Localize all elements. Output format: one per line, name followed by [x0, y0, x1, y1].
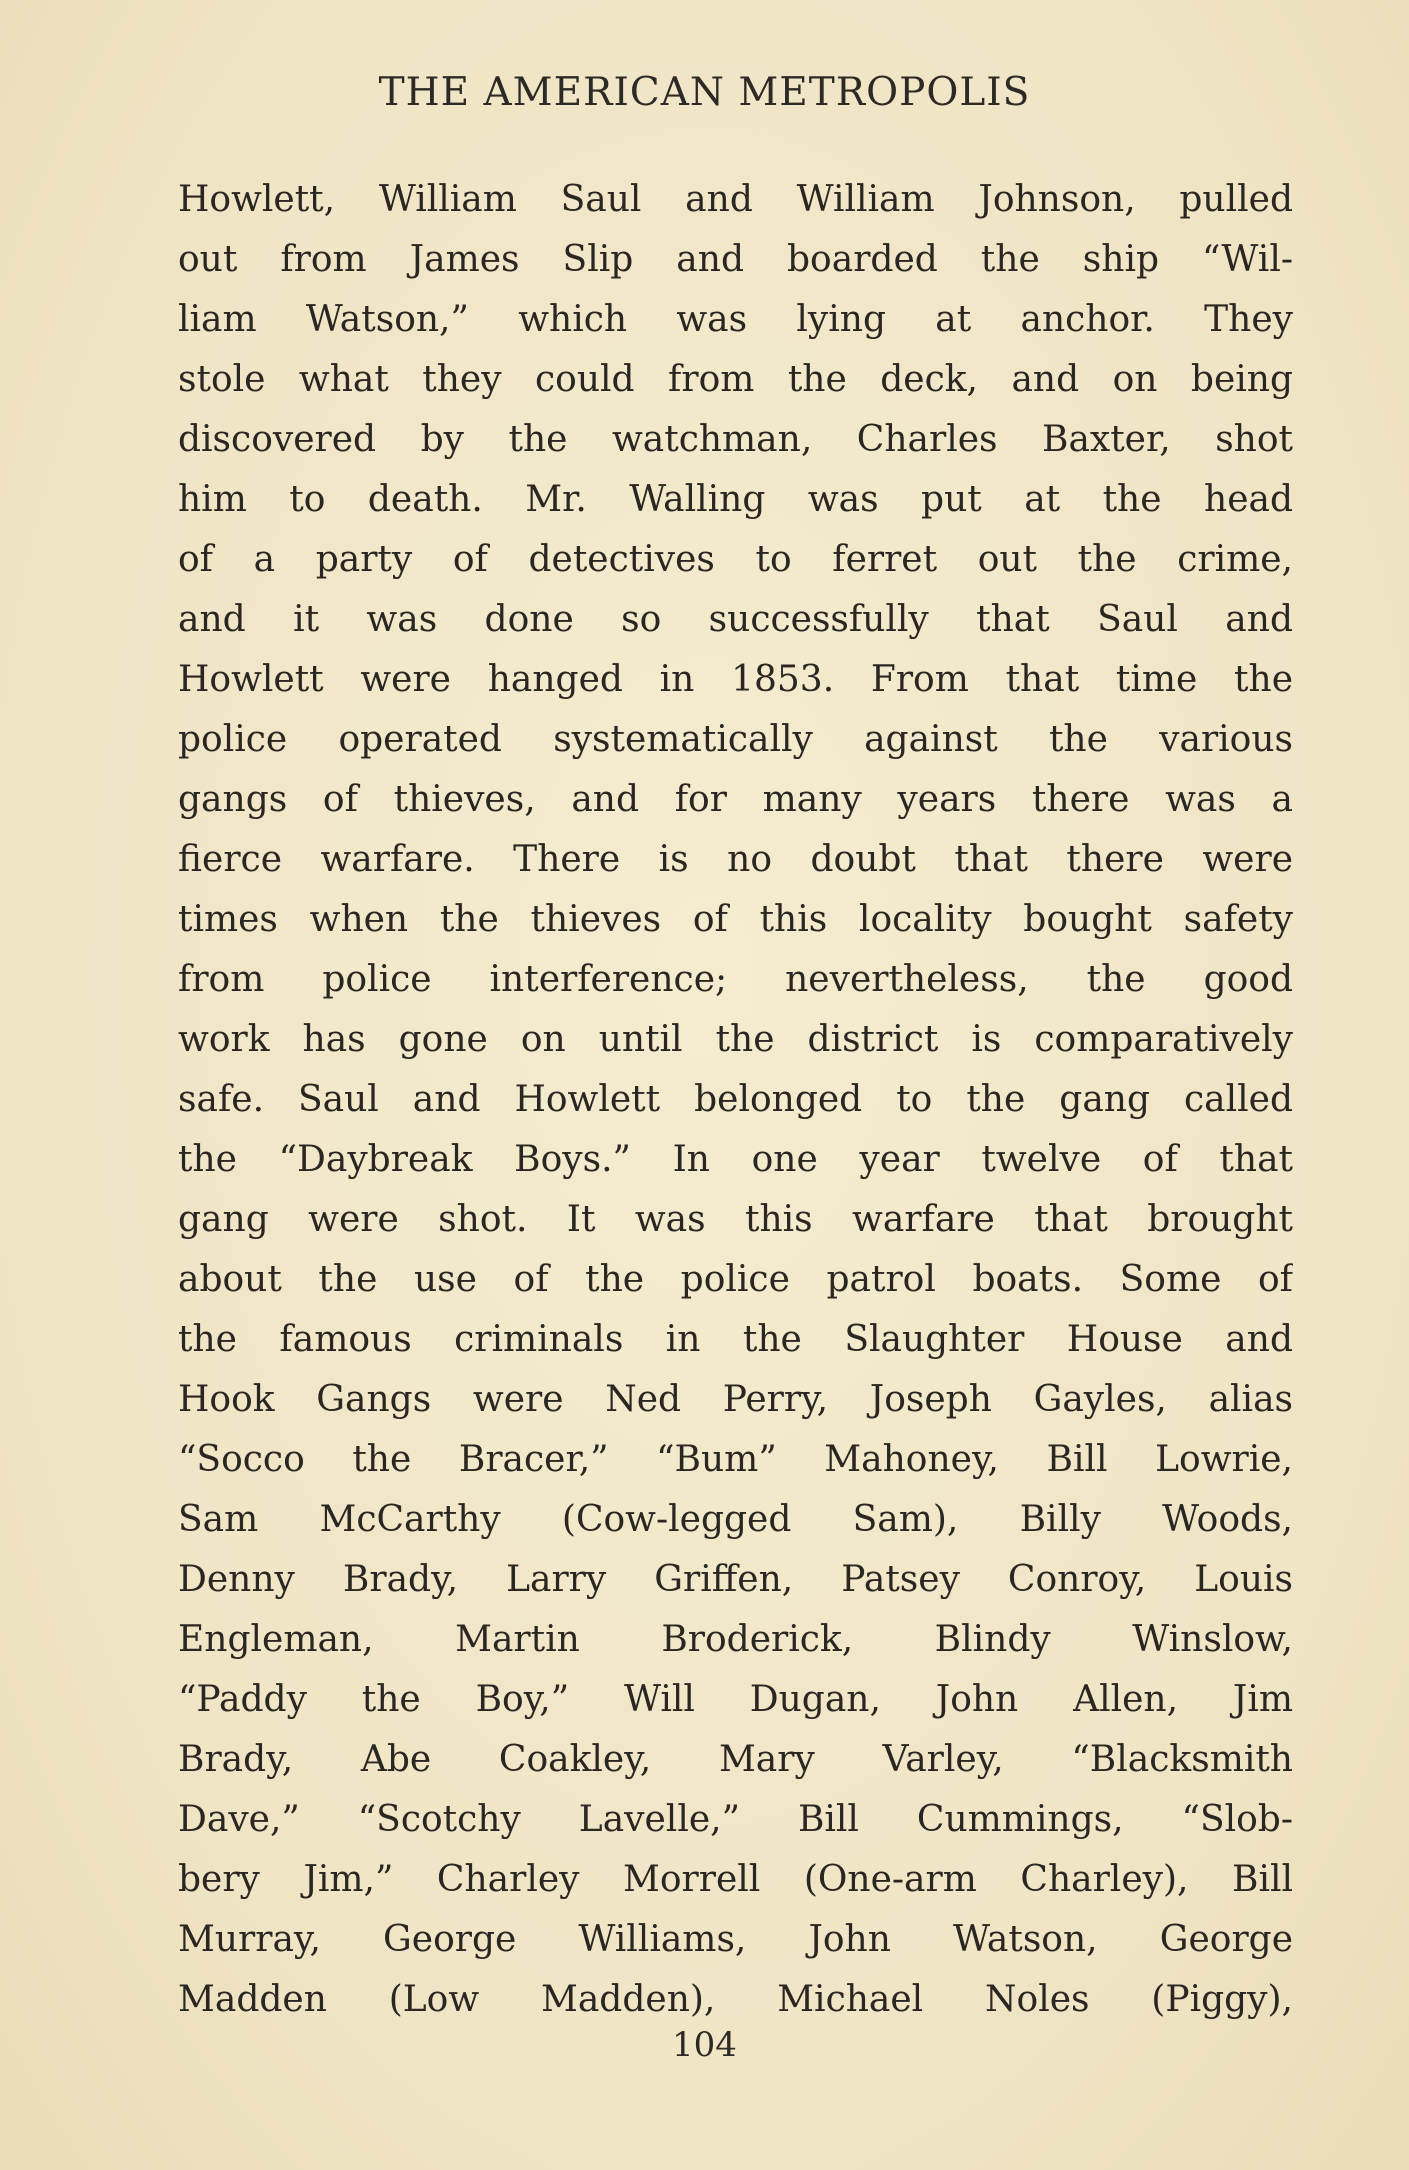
page-number: 104 [672, 2025, 737, 2065]
running-head: THE AMERICAN METROPOLIS [378, 70, 1031, 115]
text-line: times when the thieves of this locality bought safety [178, 899, 1293, 940]
text-line: liam Watson,” which was lying at anchor. They [178, 299, 1293, 340]
text-line: Howlett, William Saul and William Johnson, pulled [178, 179, 1293, 220]
text-line: Sam McCarthy (Cow-legged Sam), Billy Woods, [178, 1499, 1293, 1540]
text-line: fierce warfare. There is no doubt that there were [178, 839, 1293, 880]
text-line: Madden (Low Madden), Michael Noles (Piggy), [178, 1979, 1293, 2020]
text-line: gangs of thieves, and for many years there was a [178, 779, 1293, 820]
text-line: “Paddy the Boy,” Will Dugan, John Allen, Jim [178, 1679, 1293, 1720]
text-line: stole what they could from the deck, and on being [178, 359, 1293, 400]
text-line: discovered by the watchman, Charles Baxter, shot [178, 419, 1293, 460]
text-line: Denny Brady, Larry Griffen, Patsey Conroy, Louis [178, 1559, 1293, 1600]
text-line: safe. Saul and Howlett belonged to the gang called [178, 1079, 1293, 1120]
text-line: from police interference; nevertheless, the good [178, 959, 1293, 1000]
text-line: Murray, George Williams, John Watson, George [178, 1919, 1293, 1960]
text-line: the famous criminals in the Slaughter House and [178, 1319, 1293, 1360]
text-line: and it was done so successfully that Saul and [178, 599, 1293, 640]
text-line: Brady, Abe Coakley, Mary Varley, “Blacksmith [178, 1739, 1293, 1780]
text-line: him to death. Mr. Walling was put at the head [178, 479, 1293, 520]
body-text [178, 170, 1293, 2030]
text-line: “Socco the Bracer,” “Bum” Mahoney, Bill Lowrie, [178, 1439, 1293, 1480]
text-line: the “Daybreak Boys.” In one year twelve of that [178, 1139, 1293, 1180]
text-line: bery Jim,” Charley Morrell (One-arm Charley), Bill [178, 1859, 1293, 1900]
text-line: Hook Gangs were Ned Perry, Joseph Gayles, alias [178, 1379, 1293, 1420]
text-line: gang were shot. It was this warfare that brought [178, 1199, 1293, 1240]
text-line: out from James Slip and boarded the ship “Wil- [178, 239, 1293, 280]
text-line: Engleman, Martin Broderick, Blindy Winslow, [178, 1619, 1293, 1660]
text-line: Howlett were hanged in 1853. From that time the [178, 659, 1293, 700]
text-line: Dave,” “Scotchy Lavelle,” Bill Cummings, “Slob- [178, 1799, 1293, 1840]
text-line: about the use of the police patrol boats. Some of [178, 1259, 1293, 1300]
text-line: police operated systematically against the various [178, 719, 1293, 760]
text-line: work has gone on until the district is comparatively [178, 1019, 1293, 1060]
text-line: of a party of detectives to ferret out the crime, [178, 539, 1293, 580]
